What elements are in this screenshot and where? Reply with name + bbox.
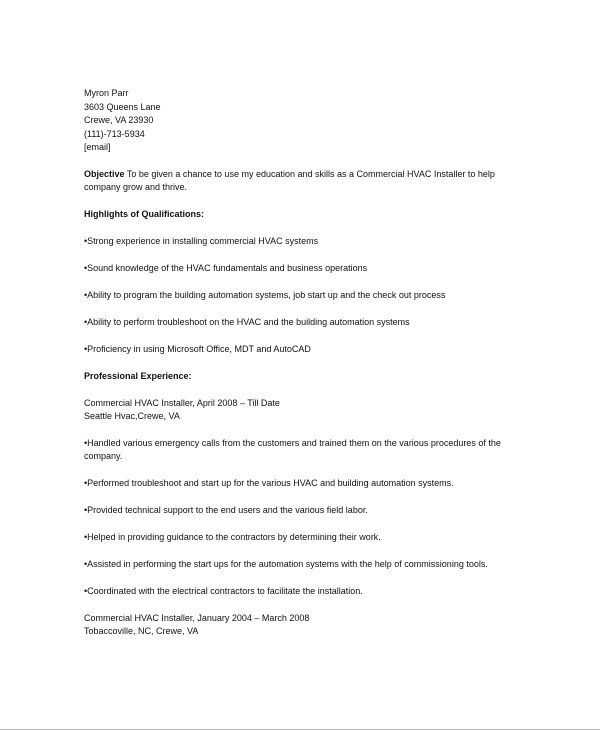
job-title: Commercial HVAC Installer, April 2008 – Till Date xyxy=(84,397,280,408)
job-bullet: •Handled various emergency calls from the customers and trained them on the various procedures of the company. xyxy=(84,437,501,461)
job-title: Commercial HVAC Installer, January 2004 – March 2008 xyxy=(84,612,310,623)
contact-email: [email] xyxy=(84,142,111,152)
job-bullet: •Assisted in performing the start ups for the automation systems with the help of commissioning tools. xyxy=(84,558,488,569)
job-company: Tobaccoville, NC, Crewe, VA xyxy=(84,625,199,636)
job-company: Seattle Hvac,Crewe, VA xyxy=(84,410,180,421)
qualification-item: •Sound knowledge of the HVAC fundamentals and business operations xyxy=(84,262,368,273)
contact-city: Crewe, VA 23930 xyxy=(84,115,154,125)
job-bullet: •Provided technical support to the end users and the various field labor. xyxy=(84,504,368,515)
job-bullet: •Helped in providing guidance to the contractors by determining their work. xyxy=(84,531,381,542)
contact-street: 3603 Queens Lane xyxy=(84,101,161,112)
job-entry xyxy=(84,612,524,638)
qualification-item: •Ability to program the building automation systems, job start up and the check out process xyxy=(84,289,446,300)
qualification-item: •Ability to perform troubleshoot on the HVAC and the building automation systems xyxy=(84,316,410,327)
contact-name: Myron Parr xyxy=(84,88,129,98)
job-entry xyxy=(84,397,524,423)
objective-paragraph xyxy=(84,168,524,194)
objective-label: Objective xyxy=(84,168,125,179)
contact-phone: (111)-713-5934 xyxy=(84,128,145,139)
qualification-item: •Strong experience in installing commercial HVAC systems xyxy=(84,235,319,246)
job-bullet: •Coordinated with the electrical contractors to facilitate the installation. xyxy=(84,585,363,596)
qualification-item: •Proficiency in using Microsoft Office, MDT and AutoCAD xyxy=(84,343,311,354)
qualifications-heading: Highlights of Qualifications: xyxy=(84,208,204,219)
job-bullet: •Performed troubleshoot and start up for the various HVAC and building automation systems. xyxy=(84,477,454,488)
contact-block xyxy=(84,87,524,155)
experience-heading: Professional Experience: xyxy=(84,370,192,381)
objective-text: To be given a chance to use my education and skills as a Commercial HVAC Installer to help company grow and thrive. xyxy=(84,168,495,192)
resume-content xyxy=(84,87,524,638)
